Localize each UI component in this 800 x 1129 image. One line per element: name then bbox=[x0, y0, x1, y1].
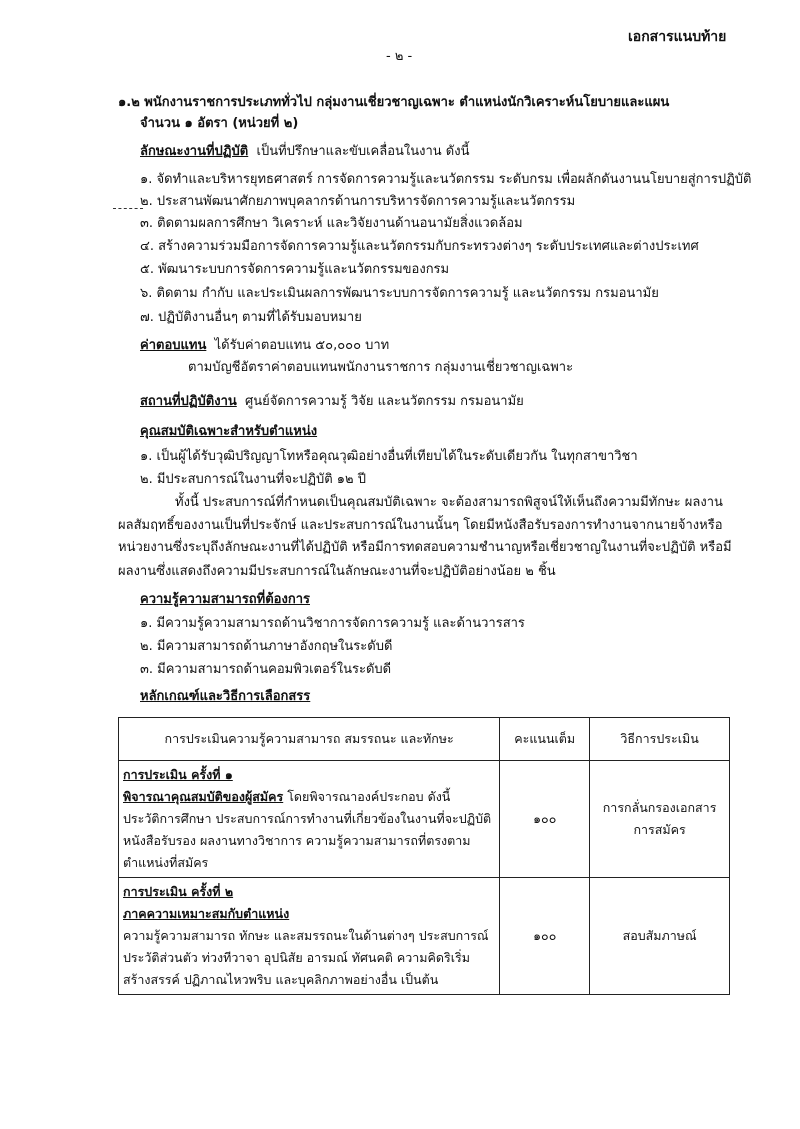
method-cell bbox=[590, 878, 730, 995]
round-label: การประเมิน ครั้งที่ ๒ bbox=[123, 884, 234, 899]
section-heading: ๑.๒ พนักงานราชการประเภททั่วไป กลุ่มงานเชี่ยวชาญเฉพาะ ตำแหน่งนักวิเคราะห์นโยบายและแผน bbox=[118, 95, 670, 110]
skill-item: ๒. มีความสามารถด้านภาษาอังกฤษในระดับดี bbox=[140, 639, 393, 654]
qualification-item: ๑. เป็นผู้ได้รับวุฒิปริญญาโทหรือคุณวุฒิอย่างอื่นที่เทียบได้ในระดับเดียวกัน ในทุกสาขาวิชา bbox=[140, 449, 638, 464]
score-cell: ๑๐๐ bbox=[500, 878, 590, 995]
header-assessment: การประเมินความรู้ความสามารถ สมรรถนะ และทักษะ bbox=[119, 718, 500, 761]
table-row bbox=[119, 878, 730, 995]
compensation bbox=[140, 337, 389, 355]
section-heading-count: จำนวน ๑ อัตรา (หน่วยที่ ๒) bbox=[140, 116, 299, 131]
assessment-desc: สร้างสรรค์ ปฏิภาณไหวพริบ และบุคลิกภาพอย่างอื่น เป็นต้น bbox=[123, 972, 439, 987]
assessment-table bbox=[118, 717, 730, 995]
qualification-note: ผลงานซึ่งแสดงถึงความมีประสบการณ์ในลักษณะงานที่จะปฏิบัติอย่างน้อย ๒ ชิ้น bbox=[118, 564, 556, 579]
duties-intro bbox=[140, 143, 469, 161]
duty-item: ๖. ติดตาม กำกับ และประเมินผลการพัฒนาระบบการจัดการความรู้ และนวัตกรรม กรมอนามัย bbox=[140, 286, 659, 301]
method-line: การสมัคร bbox=[633, 822, 686, 837]
scan-artifact-line bbox=[113, 208, 143, 209]
assessment-desc: ประวัติการศึกษา ประสบการณ์การทำงานที่เกี่ยวข้องในงานที่จะปฏิบัติ bbox=[123, 811, 492, 826]
compensation-label: ค่าตอบแทน bbox=[140, 338, 207, 353]
duty-item: ๒. ประสานพัฒนาศักยภาพบุคลากรด้านการบริหารจัดการความรู้และนวัตกรรม bbox=[140, 194, 576, 209]
duty-item: ๓. ติดตามผลการศึกษา วิเคราะห์ และวิจัยงานด้านอนามัยสิ่งแวดล้อม bbox=[140, 216, 523, 231]
topic-label: ภาคความเหมาะสมกับตำแหน่ง bbox=[123, 906, 290, 921]
assessment-desc: ตำแหน่งที่สมัคร bbox=[123, 855, 209, 870]
assessment-desc: ความรู้ความสามารถ ทักษะ และสมรรถนะในด้านต่างๆ ประสบการณ์ bbox=[123, 928, 489, 943]
criteria-label: หลักเกณฑ์และวิธีการเลือกสรร bbox=[140, 689, 311, 704]
method-line: การกลั่นกรองเอกสาร bbox=[602, 800, 717, 815]
topic-desc: โดยพิจารณาองค์ประกอบ ดังนี้ bbox=[283, 789, 451, 804]
compensation-amount: ได้รับค่าตอบแทน ๕๐,๐๐๐ บาท bbox=[214, 338, 390, 353]
qualification-note: หน่วยงานซึ่งระบุถึงลักษณะงานที่ได้ปฏิบัติ หรือมีการทดสอบความชำนาญหรือเชี่ยวชาญในงานที่จะปฏิบัติ หรือมี bbox=[118, 540, 732, 555]
round-label: การประเมิน ครั้งที่ ๑ bbox=[123, 767, 233, 782]
duty-item: ๔. สร้างความร่วมมือการจัดการความรู้และนวัตกรรมกับกระทรวงต่างๆ ระดับประเทศและต่างประเทศ bbox=[140, 239, 699, 254]
assessment-cell bbox=[119, 761, 500, 878]
qualifications-label: คุณสมบัติเฉพาะสำหรับตำแหน่ง bbox=[140, 424, 318, 439]
skill-item: ๓. มีความสามารถด้านคอมพิวเตอร์ในระดับดี bbox=[140, 662, 392, 677]
assessment-topic-line bbox=[123, 786, 495, 808]
page-number: - ๒ - bbox=[386, 49, 413, 64]
header-method: วิธีการประเมิน bbox=[590, 718, 730, 761]
topic-label: พิจารณาคุณสมบัติของผู้สมัคร bbox=[123, 789, 284, 804]
assessment-cell bbox=[119, 878, 500, 995]
duty-item: ๕. พัฒนาระบบการจัดการความรู้และนวัตกรรมของกรม bbox=[140, 262, 450, 277]
assessment-desc: ประวัติส่วนตัว ท่วงทีวาจา อุปนิสัย อารมณ์ ทัศนคติ ความคิดริเริ่ม bbox=[123, 950, 470, 965]
method-line: สอบสัมภาษณ์ bbox=[622, 928, 697, 943]
compensation-note: ตามบัญชีอัตราค่าตอบแทนพนักงานราชการ กลุ่มงานเชี่ยวชาญเฉพาะ bbox=[188, 360, 574, 375]
workplace-value: ศูนย์จัดการความรู้ วิจัย และนวัตกรรม กรมอนามัย bbox=[245, 394, 524, 409]
workplace bbox=[140, 393, 524, 411]
duty-item: ๗. ปฏิบัติงานอื่นๆ ตามที่ได้รับมอบหมาย bbox=[140, 310, 362, 325]
document-label: เอกสารแนบท้าย bbox=[628, 29, 727, 45]
method-cell bbox=[590, 761, 730, 878]
skill-item: ๑. มีความรู้ความสามารถด้านวิชาการจัดการความรู้ และด้านวารสาร bbox=[140, 616, 525, 631]
header-full-score: คะแนนเต็ม bbox=[500, 718, 590, 761]
qualification-note: ผลสัมฤทธิ์ของงานเป็นที่ประจักษ์ และประสบการณ์ในงานนั้นๆ โดยมีหนังสือรับรองการทำงานจากนายจ้างหรือ bbox=[118, 518, 723, 533]
qualification-note: ทั้งนี้ ประสบการณ์ที่กำหนดเป็นคุณสมบัติเฉพาะ จะต้องสามารถพิสูจน์ให้เห็นถึงความมีทักษะ ผลงาน bbox=[175, 495, 723, 510]
duties-label: ลักษณะงานที่ปฏิบัติ bbox=[140, 144, 249, 159]
qualification-item: ๒. มีประสบการณ์ในงานที่จะปฏิบัติ ๑๒ ปี bbox=[140, 472, 366, 487]
duties-intro-text: เป็นที่ปรึกษาและขับเคลื่อนในงาน ดังนี้ bbox=[256, 144, 470, 159]
skills-label: ความรู้ความสามารถที่ต้องการ bbox=[140, 592, 310, 607]
score-cell: ๑๐๐ bbox=[500, 761, 590, 878]
table-header-row bbox=[119, 718, 730, 761]
duty-item: ๑. จัดทำและบริหารยุทธศาสตร์ การจัดการความรู้และนวัตกรรม ระดับกรม เพื่อผลักดันงานนโยบายสู่การปฏิบัติ bbox=[140, 172, 752, 187]
table-row bbox=[119, 761, 730, 878]
assessment-desc: หนังสือรับรอง ผลงานทางวิชาการ ความรู้ความสามารถที่ตรงตาม bbox=[123, 833, 471, 848]
workplace-label: สถานที่ปฏิบัติงาน bbox=[140, 394, 237, 409]
